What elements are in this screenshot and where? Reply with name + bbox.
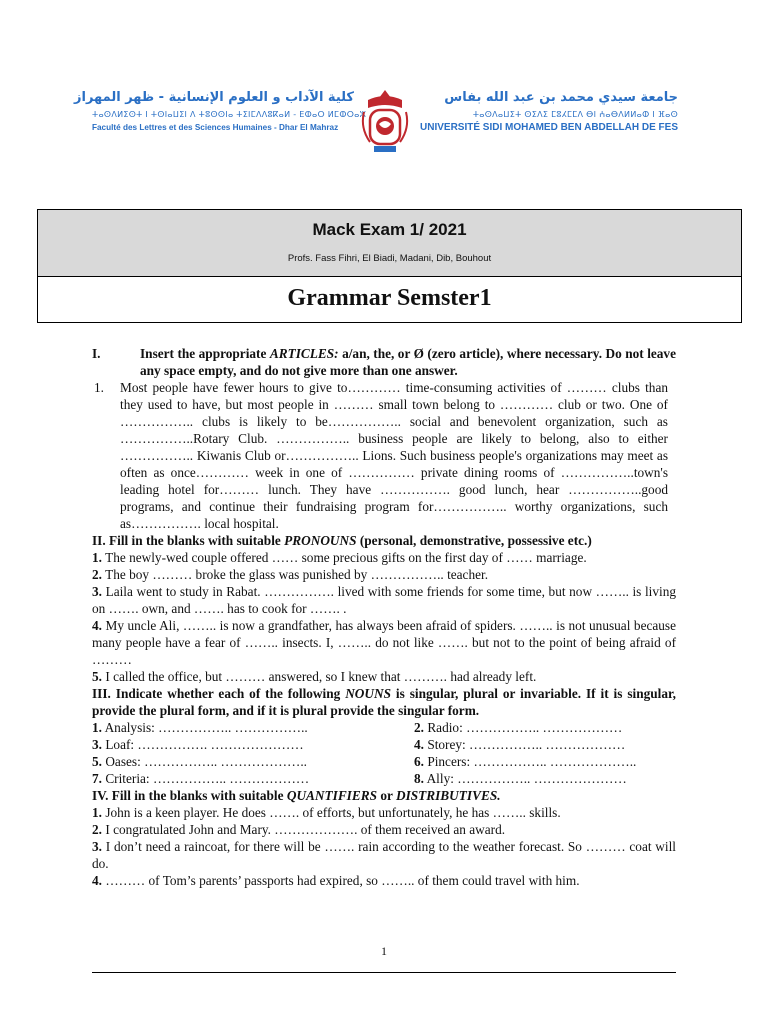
item-number: 3. bbox=[92, 737, 102, 752]
list-item bbox=[92, 566, 676, 583]
faculty-name-french: Faculté des Lettres et des Sciences Humaines - Dhar El Mahraz bbox=[92, 123, 339, 132]
item-text: The boy ……… broke the glass was punished by …………….. teacher. bbox=[105, 567, 489, 582]
footer-divider bbox=[92, 972, 676, 973]
item-number: 1. bbox=[92, 720, 102, 735]
item-text: ……… of Tom’s parents’ passports had expired, so …….. of them could travel with him. bbox=[105, 873, 580, 888]
item-text: John is a keen player. He does ……. of efforts, but unfortunately, he has …….. skills. bbox=[105, 805, 561, 820]
university-logo bbox=[360, 88, 410, 156]
list-item bbox=[92, 821, 676, 838]
section-1-keyword: ARTICLES: bbox=[269, 346, 339, 361]
university-name-tifinagh: ⵜⴰⵙⴷⴰⵡⵉⵜ ⵙⵉⴷⵉ ⵎⵓⵃⵎⵎⴷ ⴱⵏ ⵄⴰⴱⴷⵍⵍⴰⵀ ⵏ ⴼⴰⵙ bbox=[472, 110, 678, 119]
item-text: Most people have fewer hours to give to………… time-consuming activities of ……… clubs than they used to have, but most people in ……… small town belong to ………… club or two. One of …………….. clubs is likely to be…………….. social and benevolent organization, such as ……………..Rotary Club. …………….. business people are likely to belong, also to either …………….. Kiwanis Club or…………….. Lions. Such business people's organizations may meet as often as once………… week in one of …………… private dining rooms of ……………..town's leading hotel for……… lunch. They have ……………. good lunch, hear ……………..good programs, and continue their fundraising program for…………….. worthy organizations, such as……………. local hospital. bbox=[120, 380, 668, 531]
item-text: Storey: …………….. ……………… bbox=[427, 737, 626, 752]
noun-row bbox=[92, 753, 676, 770]
section-3-heading-part: III. Indicate whether each of the following bbox=[92, 686, 346, 701]
section-4-heading-part: or bbox=[377, 788, 396, 803]
section-3-keyword: NOUNS bbox=[345, 686, 391, 701]
university-name-arabic: جامعة سيدي محمد بن عبد الله بفاس bbox=[444, 90, 678, 105]
noun-row bbox=[92, 770, 676, 787]
university-name-french: UNIVERSITÉ SIDI MOHAMED BEN ABDELLAH DE FES bbox=[420, 122, 678, 133]
exam-content bbox=[92, 345, 676, 889]
list-item bbox=[92, 583, 676, 617]
page-number: 1 bbox=[381, 944, 387, 958]
section-4-keyword: DISTRIBUTIVES. bbox=[395, 788, 501, 803]
item-text: My uncle Ali, …….. is now a grandfather, has always been afraid of spiders. …….. is not unusual because many people have a fear of …….. insects. I, …….. do not like ……. but not to the point of being afraid of ……… bbox=[92, 618, 676, 667]
noun-row bbox=[92, 719, 676, 736]
item-number: 1. bbox=[92, 805, 102, 820]
subject-title: Grammar Semster1 bbox=[287, 285, 492, 311]
item-text: Criteria: …………….. ……………… bbox=[105, 771, 310, 786]
section-1-item bbox=[92, 379, 676, 532]
list-item bbox=[92, 549, 676, 566]
item-number: 4. bbox=[92, 873, 102, 888]
item-number: 8. bbox=[414, 771, 424, 786]
section-4-keyword: QUANTIFIERS bbox=[286, 788, 377, 803]
section-numeral: I. bbox=[92, 346, 101, 361]
section-3-heading-part: is singular, plural or invariable. If it is singular, provide the plural form, and if it is plural provide the singular form. bbox=[92, 686, 676, 718]
section-3-heading bbox=[92, 685, 676, 719]
item-text: I don’t need a raincoat, for there will be ……. rain according to the weather forecast. So ……… coat will do. bbox=[92, 839, 676, 871]
item-text: Analysis: …………….. …………….. bbox=[104, 720, 308, 735]
item-text: Pincers: …………….. ……………….. bbox=[427, 754, 637, 769]
item-number: 2. bbox=[414, 720, 424, 735]
section-2-heading-part: (personal, demonstrative, possessive etc.) bbox=[356, 533, 592, 548]
section-2-heading bbox=[92, 532, 676, 549]
exam-title-banner bbox=[38, 210, 741, 277]
item-number: 4. bbox=[92, 618, 102, 633]
university-header bbox=[74, 88, 678, 160]
section-2-keyword: PRONOUNS bbox=[284, 533, 357, 548]
faculty-name-arabic: كلية الآداب و العلوم الإنسانية - ظهر المهراز bbox=[74, 90, 354, 105]
item-text: Laila went to study in Rabat. ……………. lived with some friends for some time, but now …….. is living on ……. own, and ……. has to cook for ……. . bbox=[92, 584, 676, 616]
list-item bbox=[92, 617, 676, 668]
item-number: 4. bbox=[414, 737, 424, 752]
exam-title: Mack Exam 1/ 2021 bbox=[312, 220, 467, 239]
item-text: Radio: …………….. ……………… bbox=[427, 720, 623, 735]
section-1-heading bbox=[92, 345, 676, 379]
item-text: I called the office, but ……… answered, so I knew that ………. had already left. bbox=[105, 669, 537, 684]
university-block bbox=[416, 88, 678, 134]
item-text: Oases: …………….. ……………….. bbox=[105, 754, 307, 769]
section-1-instruction-part: Insert the appropriate bbox=[140, 346, 270, 361]
faculty-block bbox=[74, 88, 367, 134]
section-1-instruction-part: a/an, the, or Ø (zero article), where necessary. Do not leave any space empty, and do not give more than one answer. bbox=[140, 346, 676, 378]
list-item bbox=[92, 668, 676, 685]
noun-row bbox=[92, 736, 676, 753]
item-number: 1. bbox=[94, 380, 104, 395]
item-number: 2. bbox=[92, 822, 102, 837]
list-item bbox=[92, 804, 676, 821]
section-4-heading bbox=[92, 787, 676, 804]
professors-line: Profs. Fass Fihri, El Biadi, Madani, Dib, Bouhout bbox=[287, 253, 492, 264]
section-2-heading-part: II. Fill in the blanks with suitable bbox=[92, 533, 285, 548]
list-item bbox=[92, 872, 676, 889]
item-number: 5. bbox=[92, 754, 102, 769]
section-4-heading-part: IV. Fill in the blanks with suitable bbox=[92, 788, 287, 803]
item-text: The newly-wed couple offered …… some precious gifts on the first day of …… marriage. bbox=[105, 550, 587, 565]
list-item bbox=[92, 838, 676, 872]
item-text: I congratulated John and Mary. ………………. of them received an award. bbox=[105, 822, 506, 837]
item-number: 7. bbox=[92, 771, 102, 786]
item-number: 2. bbox=[92, 567, 102, 582]
item-number: 5. bbox=[92, 669, 102, 684]
item-number: 6. bbox=[414, 754, 424, 769]
item-number: 1. bbox=[92, 550, 102, 565]
item-text: Loaf: ……………. ………………… bbox=[105, 737, 304, 752]
item-number: 3. bbox=[92, 584, 102, 599]
exam-title-box bbox=[37, 209, 742, 323]
item-number: 3. bbox=[92, 839, 102, 854]
faculty-name-tifinagh: ⵜⴰⵙⴷⵍⵉⵙⵜ ⵏ ⵜⵙⵏⴰⵡⵉⵏ ⴷ ⵜⵓⵙⵙⵏⴰ ⵜⵉⵏⵎⴷⴷⵓⴽⴰⵍ - ⴹⵀⴰⵔ ⵍⵎⵀⵔⴰⵣ bbox=[92, 110, 367, 119]
item-text: Ally: …………….. ………………… bbox=[426, 771, 627, 786]
